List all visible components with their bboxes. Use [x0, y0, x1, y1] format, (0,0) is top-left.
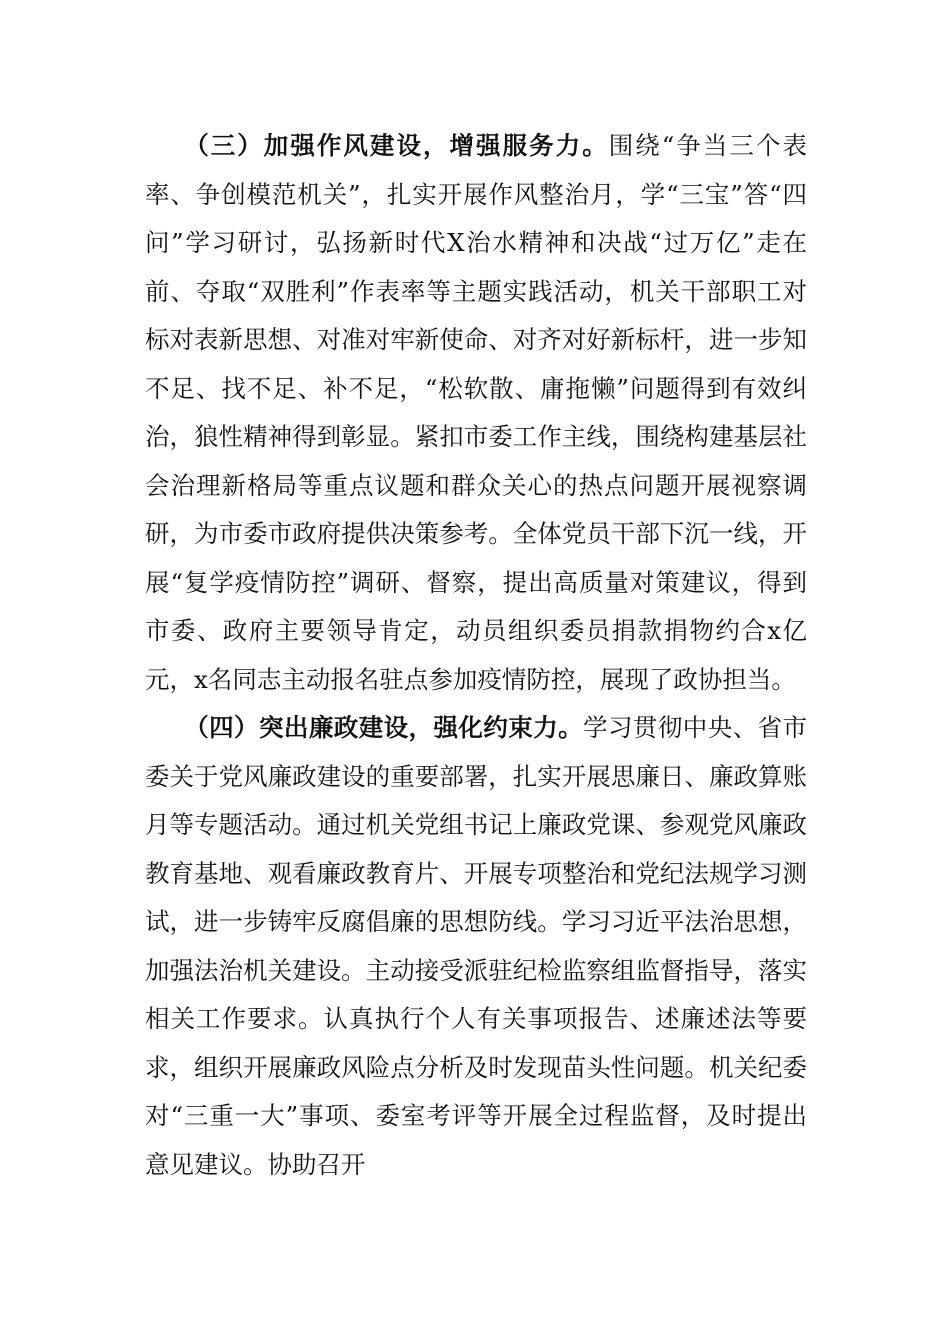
section-text-4: 学习贯彻中央、省市委关于党风廉政建设的重要部署，扎实开展思廉日、廉政算账月等专题活动。通过机关党组书记上廉政党课、参观党风廉政教育基地、观看廉政教育片、开展专项整治和党纪法规学习测试，进一步铸牢反腐倡廉的思想防线。学习习近平法治思想，加强法治机关建设。主动接受派驻纪检监察组监督指导，落实相关工作要求。认真执行个人有关事项报告、述廉述法等要求，组织开展廉政风险点分析及时发现苗头性问题。机关纪委对“三重一大”事项、委室考评等开展全过程监督，及时提出意见建议。协助召开: [145, 713, 807, 1179]
section-heading-3: （三）加强作风建设，增强服务力。: [184, 131, 609, 160]
paragraph-section-4: [145, 704, 807, 1189]
document-body: [145, 122, 807, 1189]
paragraph-section-3: [145, 122, 807, 704]
section-heading-4: （四）突出廉政建设，强化约束力。: [184, 713, 584, 742]
section-text-3: 围绕“争当三个表率、争创模范机关”，扎实开展作风整治月，学“三宝”答“四问”学习研讨，弘扬新时代X治水精神和决战“过万亿”走在前、夺取“双胜利”作表率等主题实践活动，机关干部职工对标对表新思想、对准对牢新使命、对齐对好新标杆，进一步知不足、找不足、补不足，“松软散、庸拖懒”问题得到有效纠治，狼性精神得到彰显。紧扣市委工作主线，围绕构建基层社会治理新格局等重点议题和群众关心的热点问题开展视察调研，为市委市政府提供决策参考。全体党员干部下沉一线，开展“复学疫情防控”调研、督察，提出高质量对策建议，得到市委、政府主要领导肯定，动员组织委员捐款捐物约合x亿元，x名同志主动报名驻点参加疫情防控，展现了政协担当。: [145, 131, 807, 694]
